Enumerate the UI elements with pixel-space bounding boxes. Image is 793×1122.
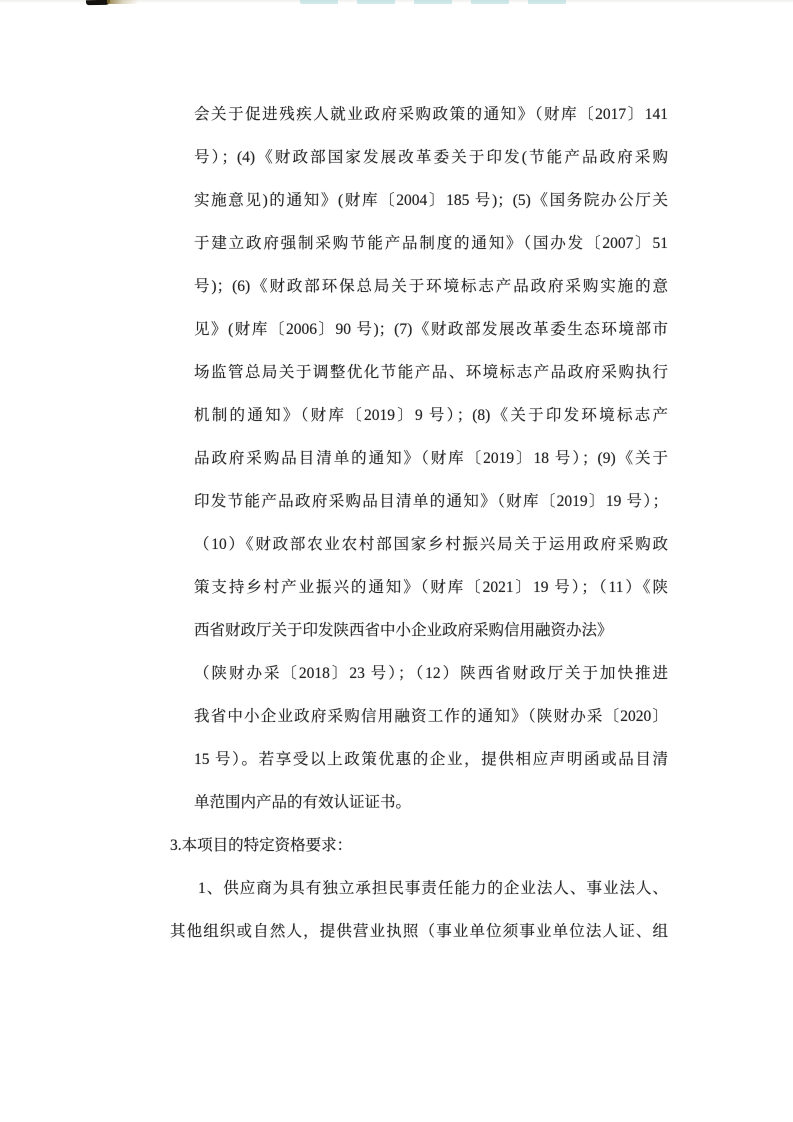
text-line: 号)；(6)《财政部环保总局关于环境标志产品政府采购实施的意 (194, 278, 668, 295)
text-line: 策支持乡村产业振兴的通知》（财库〔2021〕19 号）；（11）《陕 (194, 579, 668, 596)
text-line: 品政府采购品目清单的通知》（财库〔2019〕18 号）；(9)《关于 (194, 450, 668, 467)
text-line: 机制的通知》（财库〔2019〕9 号）；(8)《关于印发环境标志产 (194, 407, 668, 424)
text-line: 3.本项目的特定资格要求： (170, 837, 353, 854)
document-text-block (170, 93, 668, 953)
text-line: （陕财办采〔2018〕23 号）；（12）陕西省财政厅关于加快推进 (194, 665, 668, 682)
text-line: 1、供应商为具有独立承担民事责任能力的企业法人、事业法人、 (198, 880, 668, 897)
text-line: 印发节能产品政府采购品目清单的通知》（财库〔2019〕19 号）； (194, 493, 668, 510)
text-line: 其他组织或自然人，提供营业执照（事业单位须事业单位法人证、组 (170, 923, 668, 940)
text-line: 单范围内产品的有效认证证书。 (194, 794, 412, 811)
text-line: 见》(财库〔2006〕90 号)；(7)《财政部发展改革委生态环境部市 (194, 321, 668, 338)
text-line: （10）《财政部农业农村部国家乡村振兴局关于运用政府采购政 (194, 536, 668, 553)
text-line: 15 号）。若享受以上政策优惠的企业，提供相应声明函或品目清 (194, 751, 668, 768)
scan-edge-artifact (300, 0, 578, 4)
scan-ink-smudge-tail (107, 0, 139, 4)
text-line: 会关于促进残疾人就业政府采购政策的通知》（财库〔2017〕141 (194, 106, 668, 123)
text-line: 实施意见)的通知》(财库〔2004〕185 号)；(5)《国务院办公厅关 (194, 192, 668, 209)
text-line: 我省中小企业政府采购信用融资工作的通知》（陕财办采〔2020〕 (194, 708, 668, 725)
text-line: 于建立政府强制采购节能产品制度的通知》（国办发〔2007〕51 (194, 235, 668, 252)
text-line: 号）；(4)《财政部国家发展改革委关于印发(节能产品政府采购 (194, 149, 668, 166)
text-line: 场监管总局关于调整优化节能产品、环境标志产品政府采购执行 (194, 364, 668, 381)
text-line: 西省财政厅关于印发陕西省中小企业政府采购信用融资办法》 (194, 622, 613, 639)
